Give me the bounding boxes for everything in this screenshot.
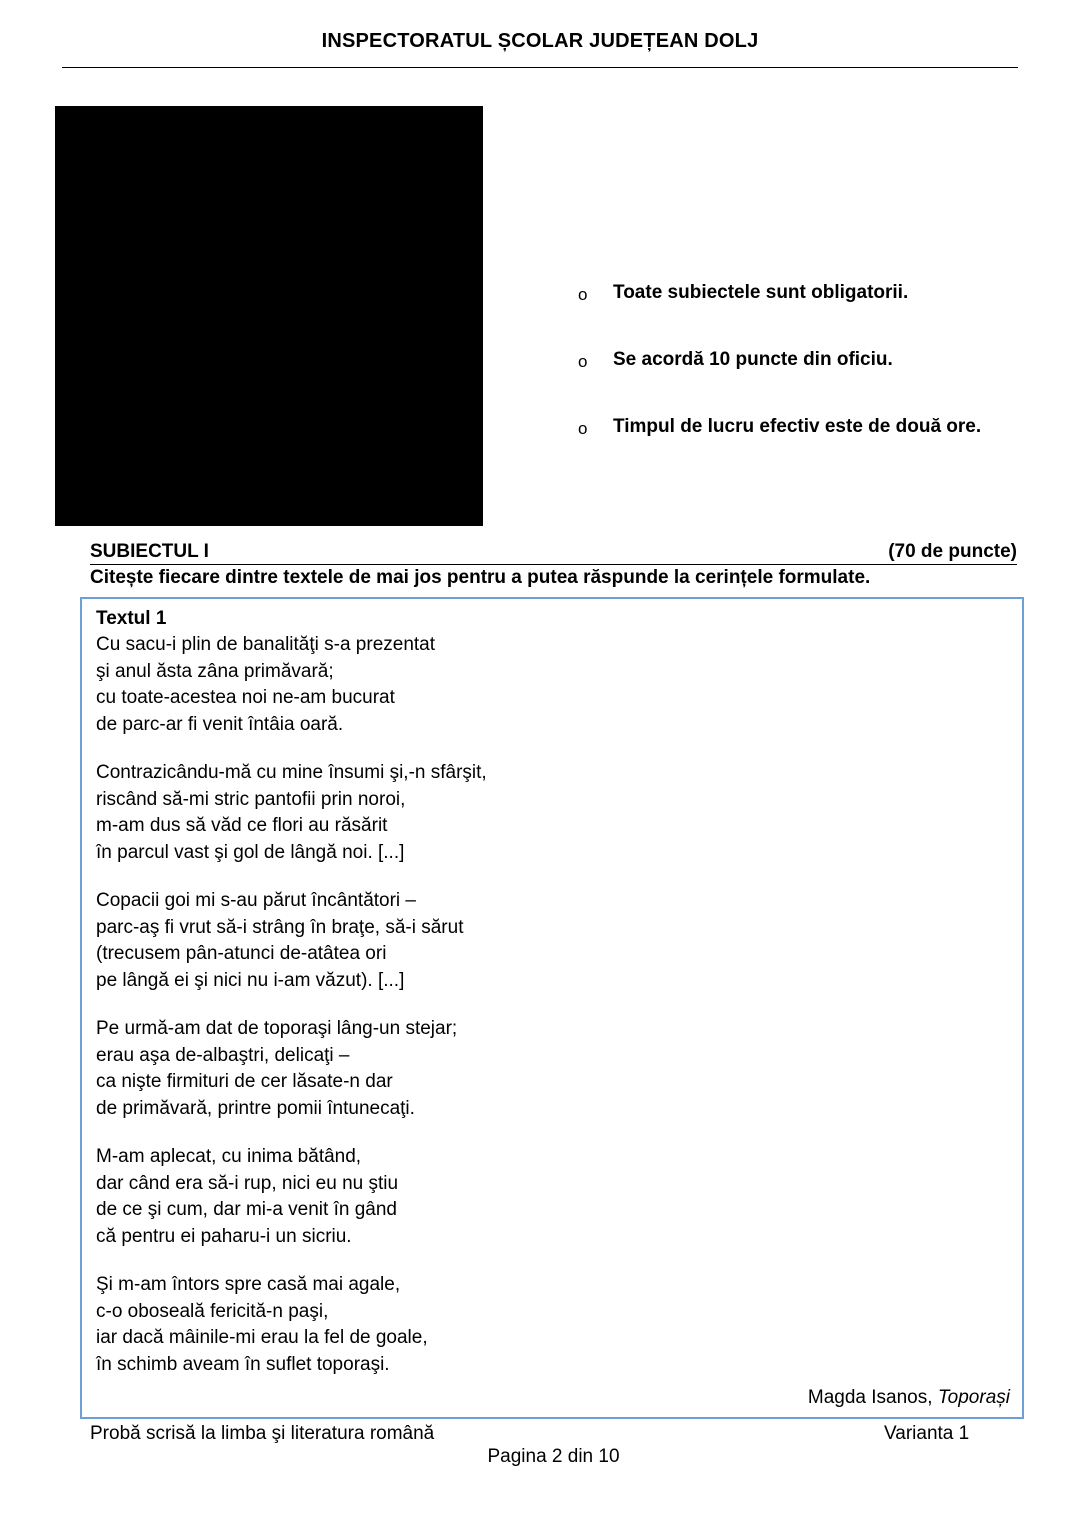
poem-line: în schimb aveam în suflet toporaşi. [96,1353,390,1375]
exam-instructions-list [578,278,1048,479]
poem-line: parc-aş fi vrut să-i strâng în braţe, să-i sărut [96,916,464,938]
bullet-circle-icon: o [578,352,588,371]
poem-line: că pentru ei paharu-i un sicriu. [96,1225,352,1247]
poem-line: (trecusem pân-atunci de-atâtea ori [96,943,387,964]
poem-stanza [96,1016,487,1122]
poem-line: de ce şi cum, dar mi-a venit în gând [96,1199,397,1220]
poem-line: de primăvară, printre pomii întunecaţi. [96,1097,415,1119]
poem-line: în parcul vast şi gol de lângă noi. [...] [96,841,405,863]
poem-line: şi anul ăsta zâna primăvară; [96,660,334,682]
instruction-item [578,278,1048,345]
poem [96,632,487,1400]
instruction-item [578,345,1048,412]
footer-page-number: Pagina 2 din 10 [487,1446,620,1467]
text-label: Textul 1 [96,608,167,629]
section-heading [90,540,1017,565]
bullet-circle-icon: o [578,419,588,438]
poem-line: pe lângă ei şi nici nu i-am văzut). [...] [96,969,405,991]
instruction-item [578,412,1048,479]
poem-stanza [96,888,487,994]
poem-stanza [96,1144,487,1250]
redacted-block [55,106,483,526]
poem-line: Şi m-am întors spre casă mai agale, [96,1274,401,1295]
poem-line: iar dacă mâinile-mi erau la fel de goale, [96,1327,428,1348]
work-title: Toporași [937,1387,1010,1408]
header-divider [62,67,1018,68]
poem-attribution [808,1385,1010,1411]
poem-line: Pe urmă-am dat de toporaşi lâng-un stejar; [96,1018,458,1039]
poem-line: M-am aplecat, cu inima bătând, [96,1146,362,1167]
footer-subject: Probă scrisă la limba şi literatura română [90,1423,435,1444]
poem-line: erau aşa de-albaştri, delicaţi – [96,1044,350,1066]
author-name: Magda Isanos, [807,1387,938,1408]
instruction-text: Timpul de lucru efectiv este de două ore. [613,416,982,437]
poem-line: dar când era să-i rup, nici eu nu ştiu [96,1172,399,1194]
section-instruction: Citește fiecare dintre textele de mai jos pentru a putea răspunde la cerințele formulate. [90,567,871,588]
bullet-circle-icon: o [578,285,588,304]
section-points: (70 de puncte) [888,541,1017,562]
poem-line: Copacii goi mi s-au părut încântători – [96,890,416,911]
poem-line: de parc-ar fi venit întâia oară. [96,713,344,735]
poem-stanza [96,632,487,738]
poem-line: Cu sacu-i plin de banalităţi s-a prezentat [96,634,436,655]
poem-line: cu toate-acestea noi ne-am bucurat [96,687,395,708]
poem-line: ca nişte firmituri de cer lăsate-n dar [96,1071,393,1092]
poem-line: riscând să-mi stric pantofii prin noroi, [96,788,406,810]
instruction-text: Toate subiectele sunt obligatorii. [613,282,909,303]
poem-line: m-am dus să văd ce flori au răsărit [96,815,388,836]
poem-line: Contrazicându-mă cu mine însumi şi,-n sfârşit, [96,762,487,783]
poem-line: c-o oboseală fericită-n paşi, [96,1300,329,1322]
footer-variant: Varianta 1 [884,1423,970,1444]
section-title: SUBIECTUL I [90,541,209,562]
poem-stanza [96,1272,487,1378]
text-1-box [80,597,1024,1419]
poem-stanza [96,760,487,866]
instruction-text: Se acordă 10 puncte din oficiu. [613,349,893,370]
page-header-title: INSPECTORATUL ȘCOLAR JUDEȚEAN DOLJ [321,30,759,52]
